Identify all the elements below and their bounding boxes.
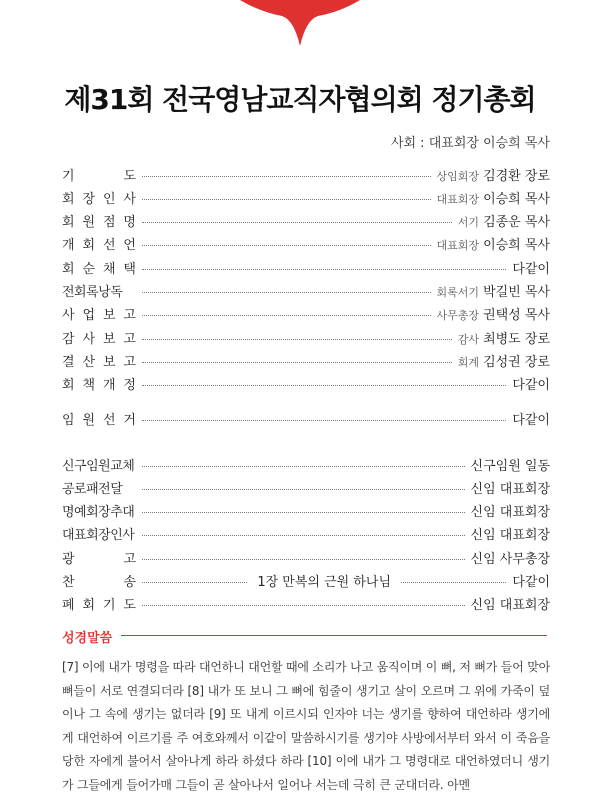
program-item-label: 폐 회 기 도	[62, 598, 136, 614]
program-item-presenter	[471, 594, 550, 613]
program-item-label: 명예회장추대	[62, 505, 135, 521]
leader-dots	[142, 339, 452, 340]
program-row	[62, 546, 550, 568]
program-item-label: 대표회장인사	[62, 528, 135, 544]
leader-dots	[142, 582, 247, 583]
red-tab-decoration	[240, 0, 360, 48]
program-item-presenter	[437, 234, 550, 253]
presenter-role: 서기	[457, 216, 480, 230]
leader-dots	[142, 466, 465, 467]
program-row	[62, 453, 550, 475]
program-item-presenter	[458, 351, 550, 370]
program-row	[62, 163, 550, 185]
program-row	[62, 476, 550, 498]
program-row	[62, 349, 550, 371]
program-item-presenter	[437, 304, 550, 323]
program-item-label: 결 산 보 고	[62, 354, 136, 370]
presenter-name: 신임 대표회장	[470, 528, 550, 544]
program-item-label: 감 사 보 고	[62, 331, 136, 347]
presenter-name: 신임 대표회장	[470, 505, 550, 521]
leader-dots	[142, 489, 465, 490]
presenter-name: 신임 대표회장	[470, 598, 550, 614]
program-item-presenter	[471, 501, 550, 520]
program-item-label: 회 순 채 택	[62, 261, 136, 277]
program-item-presenter	[437, 281, 550, 300]
presenter-name: 다같이	[512, 261, 550, 277]
program-item-label: 광 고	[62, 551, 136, 567]
program-row	[62, 500, 550, 522]
presenter-name: 권택성 목사	[483, 308, 550, 324]
presenter-name: 김경환 장로	[483, 168, 550, 184]
program-row	[62, 256, 550, 278]
program-row	[62, 280, 550, 302]
program-item-label: 회 장 인 사	[62, 191, 136, 207]
presenter-name: 신구임원 일동	[470, 458, 550, 474]
program-item-label: 회 책 개 정	[62, 378, 136, 394]
leader-dots	[142, 385, 506, 386]
program-item-label: 회 원 점 명	[62, 215, 136, 231]
program-row	[62, 303, 550, 325]
hymn-title: 1장 만복의 근원 하나님	[257, 575, 392, 590]
presenter-name: 박길빈 목사	[483, 285, 550, 300]
program-item-label: 기 도	[62, 168, 136, 184]
leader-dots	[142, 420, 506, 421]
program-row	[62, 326, 550, 348]
program-item-presenter	[471, 478, 550, 497]
program-item-label: 임 원 선 거	[62, 412, 136, 428]
program-item-presenter	[471, 524, 550, 543]
program-item-label: 신구임원교체	[62, 458, 135, 474]
presenter-name: 이승희 목사	[483, 191, 550, 207]
presenter-role: 대표회장	[436, 192, 480, 206]
program-item-presenter	[437, 165, 550, 184]
program-item-label: 찬 송	[62, 575, 136, 590]
presenter-name: 이승희 목사	[483, 238, 550, 254]
leader-dots	[142, 245, 431, 246]
presenter-name: 다같이	[512, 378, 550, 394]
presenter-role: 대표회장	[436, 239, 480, 253]
program-item-presenter	[512, 409, 550, 428]
presenter-name: 신임 사무총장	[470, 551, 550, 567]
program-row	[62, 570, 550, 592]
program-item-presenter	[458, 211, 550, 230]
presenter-name: 다같이	[512, 575, 551, 590]
leader-dots	[142, 199, 431, 200]
leader-dots	[142, 512, 465, 513]
presenter-role: 상임회장	[436, 169, 480, 183]
presenter-name: 신임 대표회장	[470, 481, 550, 497]
program-row	[62, 186, 550, 208]
section-divider	[121, 635, 547, 636]
program-item-presenter	[458, 328, 550, 347]
program-item-label: 전회록낭독	[62, 285, 123, 300]
program-item-presenter	[437, 188, 550, 207]
leader-dots	[142, 222, 452, 223]
leader-dots	[142, 605, 465, 606]
presenter-role: 회록서기	[436, 286, 480, 299]
scripture-text: [7] 이에 내가 명령을 따라 대언하니 대언할 때에 소리가 나고 움직이며 이 뼈, 저 뼈가 들어 맞아 뼈들이 서로 연결되더라 [8] 내가 또 보니 그 뼈에 힘줄이 생기고 살이 오르며 그 위에 가죽이 덮이나 그 속에 생기는 없더라 [9] 또 내게 이르시되 인자야 너는 생기를 향하여 대언하라 생기에게 대언하여 이르기를 주 여호와께서 이같이 말씀하시기를 생기야 사방에서부터 와서 이 죽음을 당한 자에게 불어서 살아나게 하라 하셨다 하라 [10] 이에 내가 그 명령대로 대언하였더니 생기가 그들에게 들어가매 그들이 곧 살아나서 일어나 서는데 극히 큰 군대더라. 아멘	[62, 660, 550, 792]
leader-dots	[401, 582, 506, 583]
leader-dots	[142, 176, 431, 177]
program-row	[62, 210, 550, 232]
program-item-label: 개 회 선 언	[62, 238, 136, 254]
program-row	[62, 407, 550, 429]
program-row	[62, 523, 550, 545]
program-item-presenter	[512, 374, 550, 393]
program-item-presenter	[471, 548, 550, 567]
presenter-role: 감사	[457, 332, 480, 346]
program-item-presenter	[512, 571, 550, 590]
program-item-label: 사 업 보 고	[62, 308, 136, 324]
leader-dots	[142, 559, 465, 560]
presenter-name: 김종운 목사	[483, 215, 550, 231]
leader-dots	[142, 362, 452, 363]
leader-dots	[142, 315, 431, 316]
presenter-name: 김성권 장로	[483, 354, 550, 370]
leader-dots	[142, 292, 431, 293]
program-row	[62, 593, 550, 615]
presenter-name: 다같이	[512, 412, 550, 428]
page-title: 제31회 전국영남교직자협의회 정기총회	[64, 83, 536, 116]
presenter-role: 사무총장	[436, 309, 480, 323]
program-row	[62, 233, 550, 255]
leader-dots	[142, 269, 506, 270]
program-item-presenter	[512, 258, 550, 277]
leader-dots	[142, 535, 465, 536]
program-row	[62, 373, 550, 395]
program-item-presenter	[471, 455, 550, 474]
presenter-role: 회계	[457, 355, 480, 369]
presenter-name: 최병도 장로	[483, 331, 550, 347]
scripture-heading: 성경말씀	[62, 631, 113, 646]
presider-line: 사회 : 대표회장 이승희 목사	[390, 136, 550, 151]
program-item-label: 공로패전달	[62, 481, 123, 497]
